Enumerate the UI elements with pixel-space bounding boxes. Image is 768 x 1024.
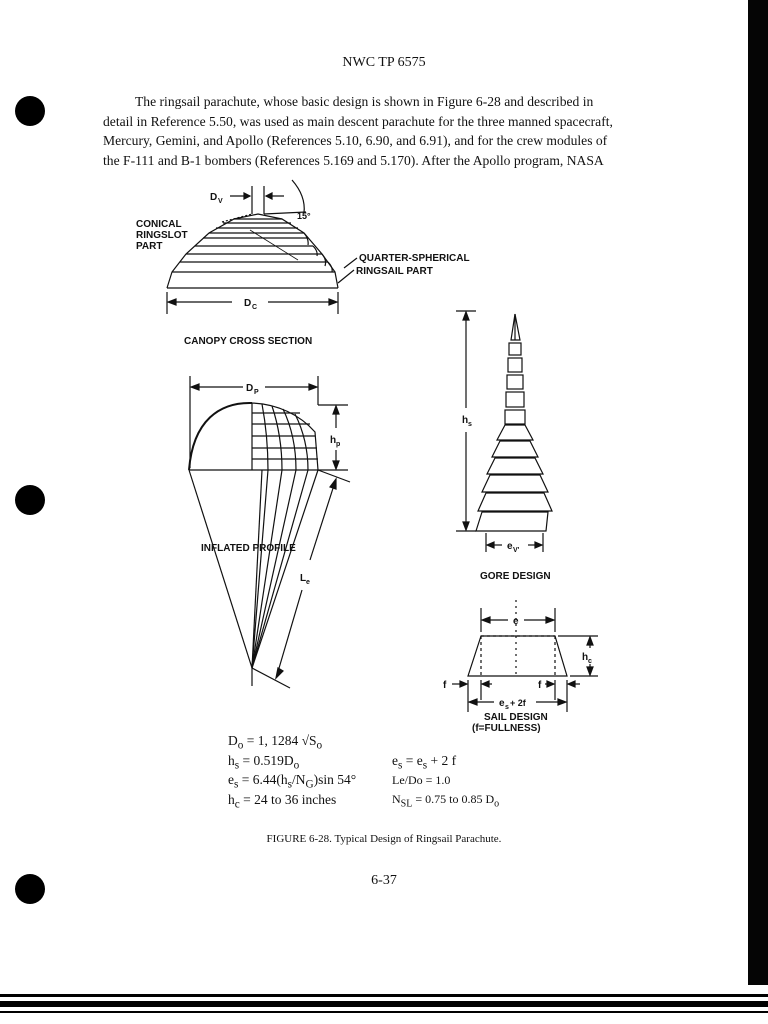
paragraph-line: The ringsail parachute, whose basic design is shown in Figure 6-28 and described in xyxy=(135,94,594,109)
hc-sub: c xyxy=(588,658,592,665)
hc-label: h xyxy=(582,652,589,663)
dc-sub: C xyxy=(252,304,258,311)
conical-label-3: PART xyxy=(136,241,163,252)
es2f-tail: + 2f xyxy=(510,698,526,708)
dv-label: D xyxy=(210,192,218,203)
es2f-sub: s xyxy=(505,704,509,711)
le-sub: e xyxy=(306,579,310,586)
le-label: L xyxy=(300,573,307,584)
formula-es: $e_s = 6.44(h_s/N_G)\sin$ 54° xyxy=(228,772,357,791)
formula-le-do: Le/Do = 1.0 xyxy=(392,773,451,787)
page-number: 6-37 xyxy=(371,873,397,888)
hs-sub: s xyxy=(468,421,472,428)
ev-sub: V' xyxy=(513,547,520,554)
ev-label: e xyxy=(507,541,513,552)
sail-caption: SAIL DESIGN xyxy=(484,712,548,723)
quarter-label-2: RINGSAIL PART xyxy=(356,266,433,277)
paragraph-line: detail in Reference 5.50, was used as main descent parachute for the three manned spacecraft, xyxy=(103,113,613,129)
formula-hs: $h_s = 0.519D_o$ xyxy=(228,753,300,772)
gore-caption: GORE DESIGN xyxy=(480,571,551,582)
e-label: e xyxy=(513,616,519,627)
paragraph-line: Mercury, Gemini, and Apollo (References 5.10, 6.90, and 6.91), and for the crew modules of xyxy=(103,133,608,148)
f-right-label: f xyxy=(538,680,542,691)
angle-label: 15° xyxy=(297,211,311,221)
f-left-label: f xyxy=(443,680,447,691)
quarter-label-1: QUARTER-SPHERICAL xyxy=(359,253,470,264)
dp-label: D xyxy=(246,383,254,394)
formula-nsl: $N_{SL} = 0.75$ to 0.85 $D_o$ xyxy=(392,792,500,810)
es2f-label: e xyxy=(499,698,505,709)
inflated-caption: INFLATED PROFILE xyxy=(201,543,296,554)
formula-do: $D_o = 1$, 1284 $√S_o$ xyxy=(228,733,323,752)
canopy-cross-section xyxy=(167,180,357,314)
conical-label-2: RINGSLOT xyxy=(136,230,188,241)
canopy-caption: CANOPY CROSS SECTION xyxy=(184,336,313,347)
formula-hc: $h_c = 24$ to 36 inches xyxy=(228,792,337,811)
hs-label: h xyxy=(462,415,469,426)
dc-label: D xyxy=(244,298,252,309)
sail-design xyxy=(452,600,598,712)
conical-label-1: CONICAL xyxy=(136,219,182,230)
formula-es-fullness: $e_s = e_s + 2$ f xyxy=(392,753,457,772)
hp-sub: p xyxy=(336,441,341,448)
inflated-profile xyxy=(189,376,350,688)
dv-sub: V xyxy=(218,198,223,205)
figure-caption: FIGURE 6-28. Typical Design of Ringsail Parachute. xyxy=(266,833,502,845)
sail-subcaption: (f=FULLNESS) xyxy=(472,723,541,734)
running-header: NWC TP 6575 xyxy=(342,55,426,70)
gore-design xyxy=(456,311,552,552)
paragraph-line: the F-111 and B-1 bombers (References 5.169 and 5.170). After the Apollo program, NASA xyxy=(103,152,604,168)
hp-label: h xyxy=(330,435,337,446)
dp-sub: P xyxy=(254,389,259,396)
